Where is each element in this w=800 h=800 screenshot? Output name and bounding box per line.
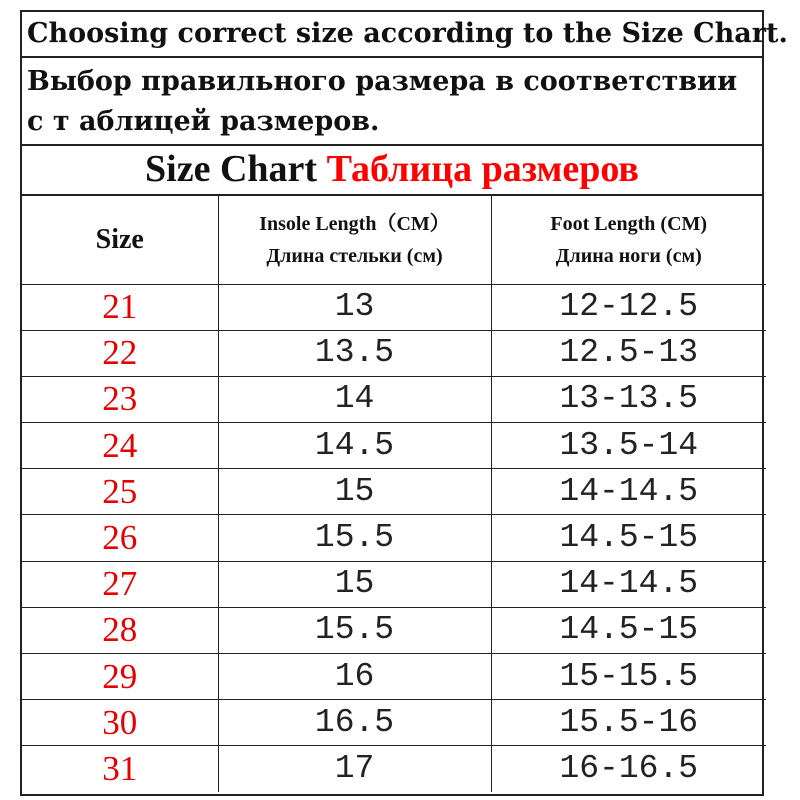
size-cell: 31 (22, 746, 218, 792)
table-row (22, 746, 766, 792)
chart-title (22, 146, 762, 196)
insole-length-cell: 15 (218, 561, 491, 607)
table-row (22, 423, 766, 469)
table-row (22, 561, 766, 607)
size-cell: 29 (22, 654, 218, 700)
insole-length-column-header (218, 196, 491, 284)
insole-length-header-russian: Длина стельки (см) (266, 244, 443, 267)
insole-length-cell: 17 (218, 746, 491, 792)
foot-length-cell: 14.5-15 (491, 607, 766, 653)
size-cell: 26 (22, 515, 218, 561)
foot-length-column-header (491, 196, 766, 284)
insole-length-cell: 15 (218, 469, 491, 515)
table-header-row (22, 196, 766, 284)
foot-length-cell: 16-16.5 (491, 746, 766, 792)
insole-length-header-english: Insole Length（CM） (259, 212, 450, 235)
size-cell: 30 (22, 700, 218, 746)
size-cell: 25 (22, 469, 218, 515)
insole-length-cell: 16 (218, 654, 491, 700)
table-row (22, 515, 766, 561)
size-cell: 27 (22, 561, 218, 607)
insole-length-cell: 13 (218, 284, 491, 330)
table-row (22, 469, 766, 515)
insole-length-cell: 15.5 (218, 515, 491, 561)
size-cell: 28 (22, 607, 218, 653)
foot-length-header-russian: Длина ноги (см) (555, 244, 702, 267)
foot-length-cell: 14-14.5 (491, 469, 766, 515)
instruction-english: Choosing correct size according to the Size Chart. (22, 12, 762, 58)
size-cell: 22 (22, 330, 218, 376)
foot-length-cell: 13-13.5 (491, 376, 766, 422)
foot-length-cell: 15-15.5 (491, 654, 766, 700)
size-cell: 24 (22, 423, 218, 469)
foot-length-cell: 12.5-13 (491, 330, 766, 376)
table-row (22, 607, 766, 653)
size-column-header: Size (22, 196, 218, 284)
table-row (22, 654, 766, 700)
chart-title-russian: Таблица размеров (326, 148, 639, 190)
foot-length-cell: 14.5-15 (491, 515, 766, 561)
foot-length-cell: 13.5-14 (491, 423, 766, 469)
table-row (22, 700, 766, 746)
insole-length-cell: 14 (218, 376, 491, 422)
instruction-russian: Выбор правильного размера в соответствии с т аблицей размеров. (22, 58, 762, 146)
foot-length-cell: 14-14.5 (491, 561, 766, 607)
size-table (22, 196, 766, 792)
insole-length-cell: 16.5 (218, 700, 491, 746)
insole-length-cell: 15.5 (218, 607, 491, 653)
insole-length-cell: 14.5 (218, 423, 491, 469)
foot-length-header-english: Foot Length (CM) (550, 212, 708, 235)
size-cell: 23 (22, 376, 218, 422)
size-chart-sheet (20, 10, 788, 796)
foot-length-cell: 15.5-16 (491, 700, 766, 746)
size-cell: 21 (22, 284, 218, 330)
foot-length-cell: 12-12.5 (491, 284, 766, 330)
table-row (22, 376, 766, 422)
insole-length-cell: 13.5 (218, 330, 491, 376)
table-row (22, 330, 766, 376)
table-row (22, 284, 766, 330)
chart-title-english: Size Chart (145, 148, 318, 190)
